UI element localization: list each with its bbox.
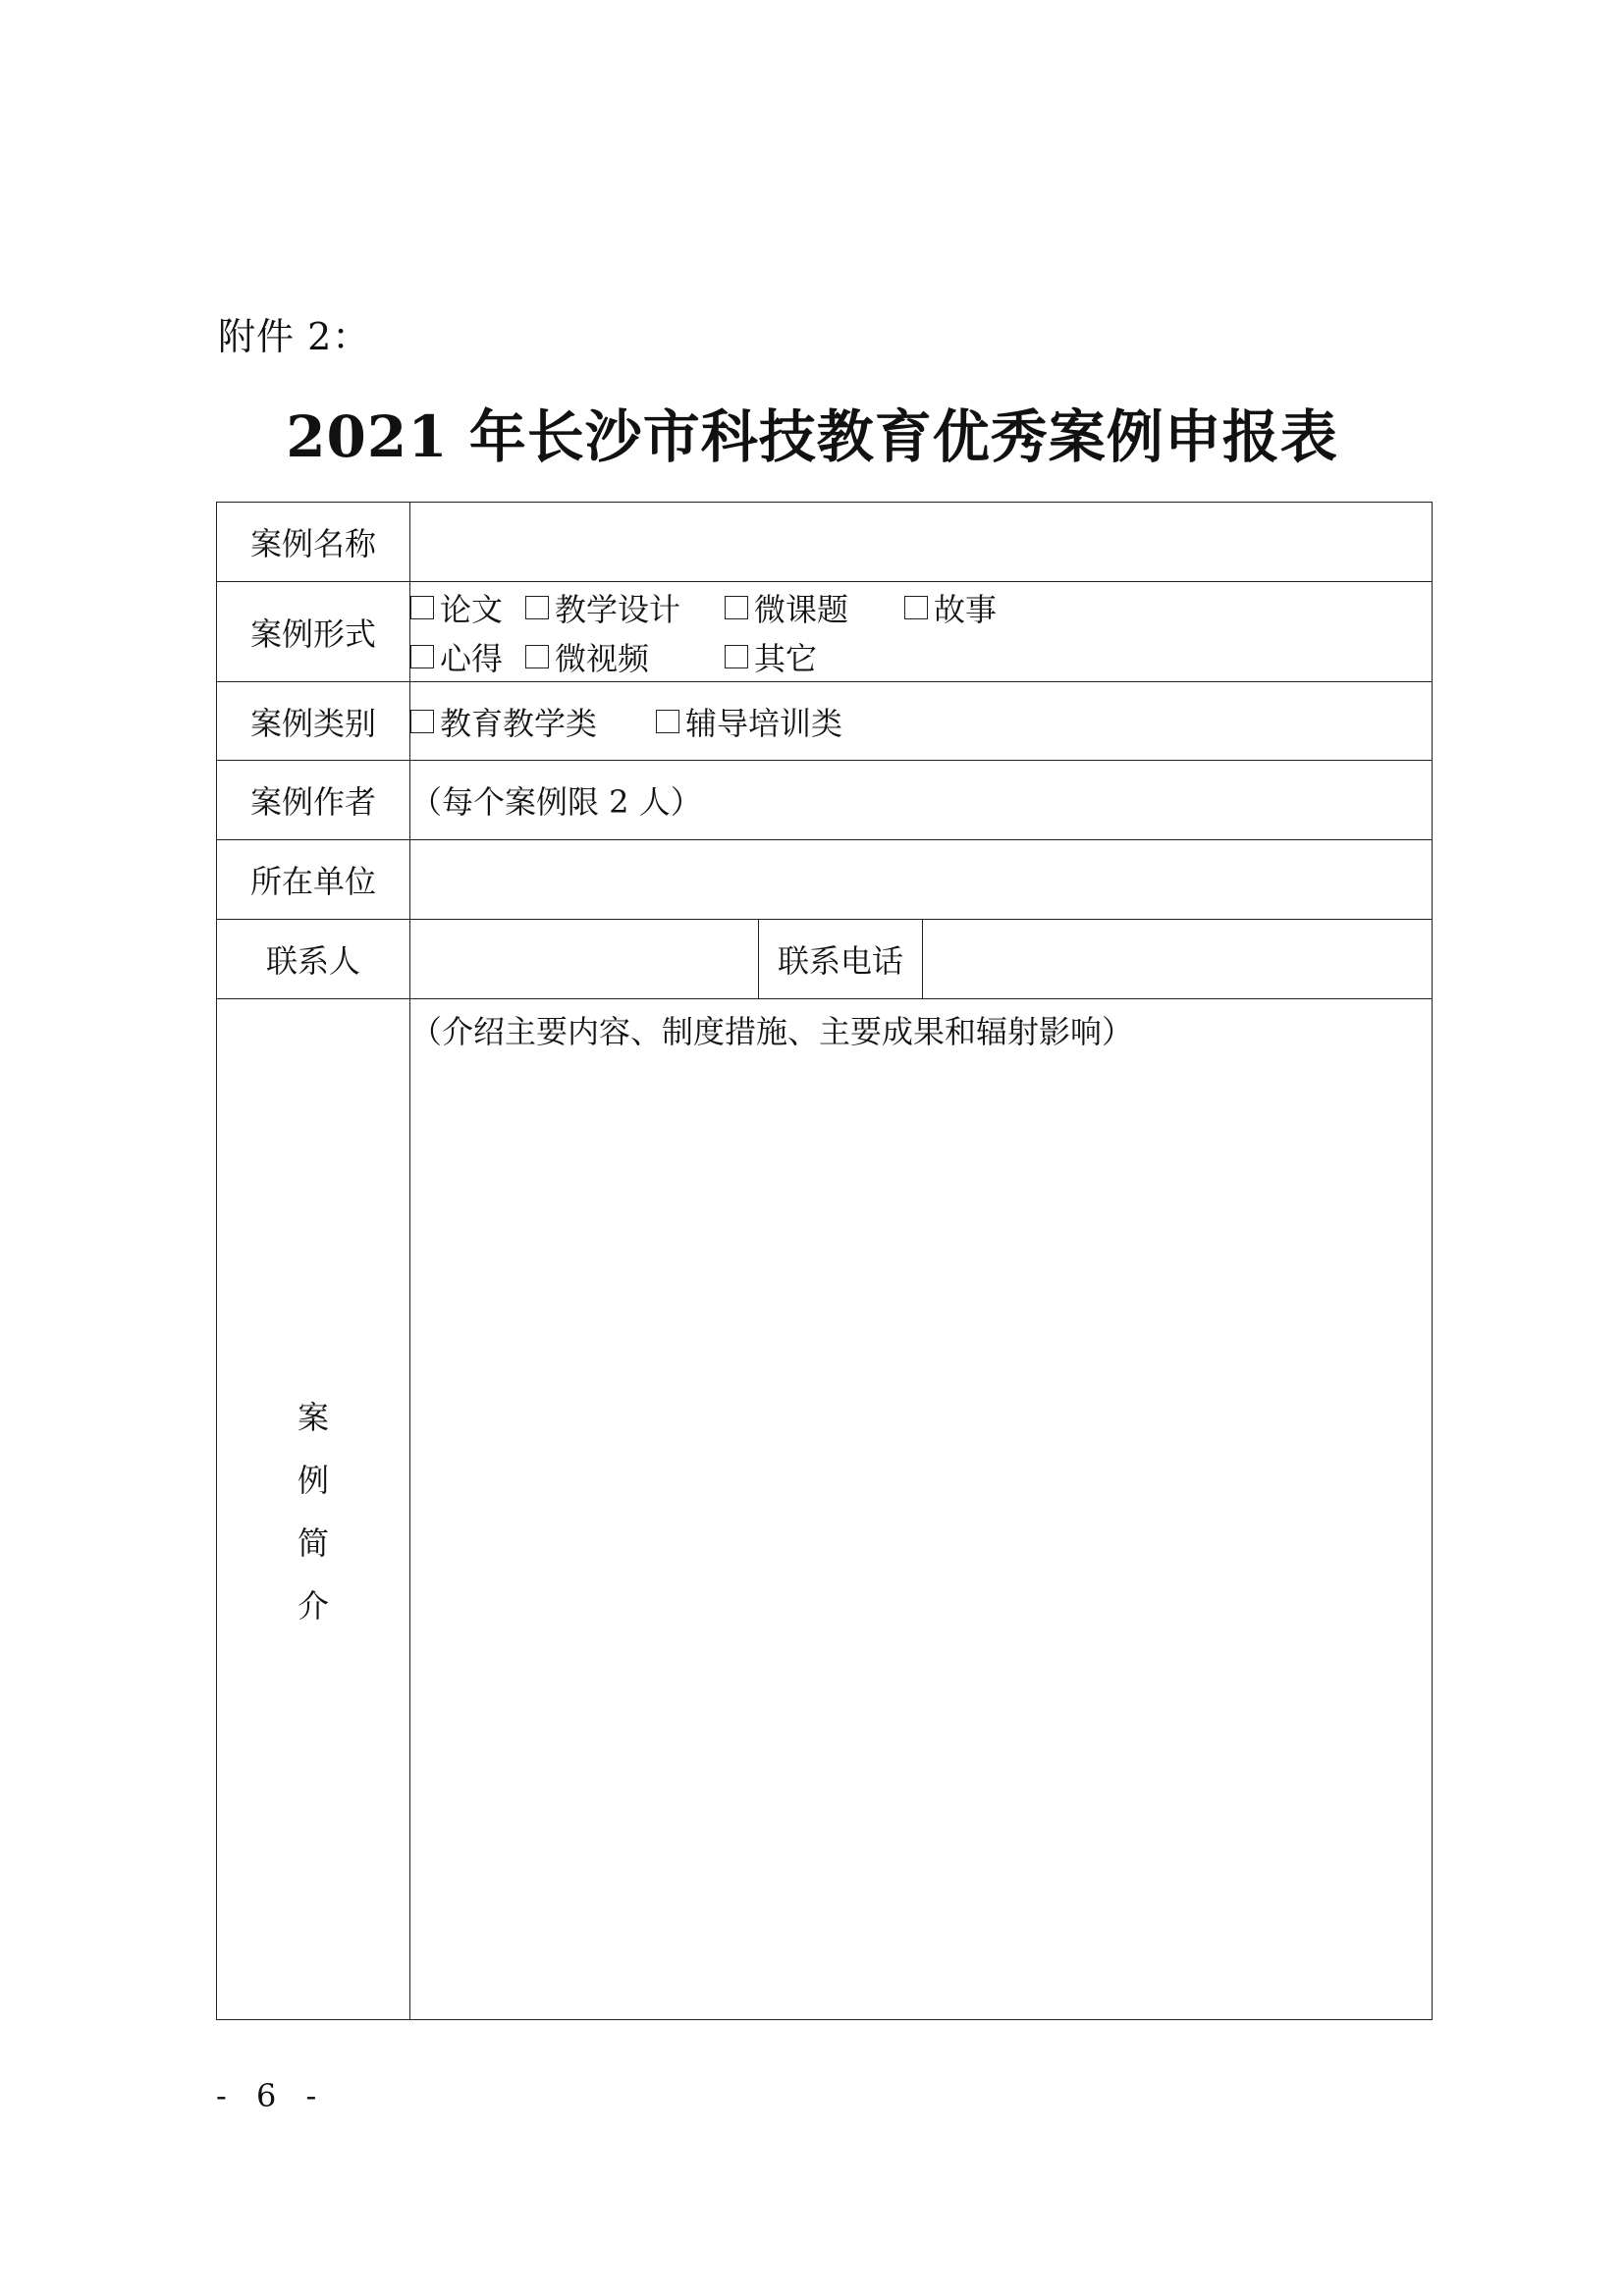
row-case-intro	[217, 999, 1433, 2020]
option-reflection[interactable]	[410, 634, 525, 679]
checkbox-icon[interactable]	[525, 596, 549, 619]
case-intro-label	[217, 999, 410, 2020]
case-form-options-row1	[410, 583, 1432, 632]
case-name-label: 案例名称	[217, 503, 410, 582]
option-story[interactable]	[904, 585, 997, 630]
intro-label-char: 介	[297, 1586, 329, 1625]
option-education-teaching[interactable]	[410, 699, 656, 744]
intro-label-char: 简	[297, 1523, 329, 1562]
row-case-form	[217, 582, 1433, 682]
form-title: 2021 年长沙市科技教育优秀案例申报表	[286, 403, 1338, 470]
checkbox-icon[interactable]	[410, 645, 434, 668]
case-form-options	[410, 582, 1433, 682]
case-intro-hint: （介绍主要内容、制度措施、主要成果和辐射影响）	[410, 1013, 1134, 1050]
case-category-options	[410, 682, 1433, 761]
case-author-field[interactable]	[410, 761, 1433, 840]
option-paper[interactable]	[410, 585, 525, 630]
option-label: 辅导培训类	[685, 704, 843, 742]
option-label: 论文	[440, 590, 504, 628]
option-micro-topic[interactable]	[725, 585, 904, 630]
phone-label: 联系电话	[759, 920, 923, 999]
case-form-label: 案例形式	[217, 582, 410, 682]
page-number: - 6 -	[216, 2077, 327, 2114]
contact-field[interactable]	[410, 920, 759, 999]
attachment-label: 附件 2：	[218, 315, 371, 358]
option-other[interactable]	[725, 634, 817, 679]
option-micro-video[interactable]	[525, 634, 725, 679]
option-label: 教学设计	[555, 590, 681, 628]
row-case-author	[217, 761, 1433, 840]
row-case-category	[217, 682, 1433, 761]
checkbox-icon[interactable]	[525, 645, 549, 668]
row-contact	[217, 920, 1433, 999]
phone-field[interactable]	[923, 920, 1433, 999]
option-label: 微课题	[754, 590, 849, 628]
row-case-name	[217, 503, 1433, 582]
contact-label: 联系人	[217, 920, 410, 999]
row-unit	[217, 840, 1433, 920]
case-name-field[interactable]	[410, 503, 1433, 582]
option-label: 微视频	[555, 639, 650, 677]
checkbox-icon[interactable]	[656, 710, 679, 733]
option-label: 心得	[440, 639, 504, 677]
unit-label: 所在单位	[217, 840, 410, 920]
checkbox-icon[interactable]	[410, 596, 434, 619]
checkbox-icon[interactable]	[725, 596, 748, 619]
case-category-label: 案例类别	[217, 682, 410, 761]
application-form-table	[216, 502, 1433, 2020]
unit-field[interactable]	[410, 840, 1433, 920]
case-category-options-row	[410, 697, 1432, 746]
option-label: 故事	[934, 590, 998, 628]
case-intro-field[interactable]	[410, 999, 1433, 2020]
option-label: 教育教学类	[440, 704, 598, 742]
intro-label-char: 例	[297, 1461, 329, 1499]
case-form-options-row2	[410, 632, 1432, 681]
checkbox-icon[interactable]	[904, 596, 928, 619]
case-author-label: 案例作者	[217, 761, 410, 840]
option-label: 其它	[754, 639, 818, 677]
checkbox-icon[interactable]	[725, 645, 748, 668]
option-tutoring-training[interactable]	[656, 699, 842, 744]
case-author-hint: （每个案例限 2 人）	[410, 783, 702, 821]
checkbox-icon[interactable]	[410, 710, 434, 733]
option-teaching-design[interactable]	[525, 585, 725, 630]
intro-label-char: 案	[297, 1398, 329, 1436]
